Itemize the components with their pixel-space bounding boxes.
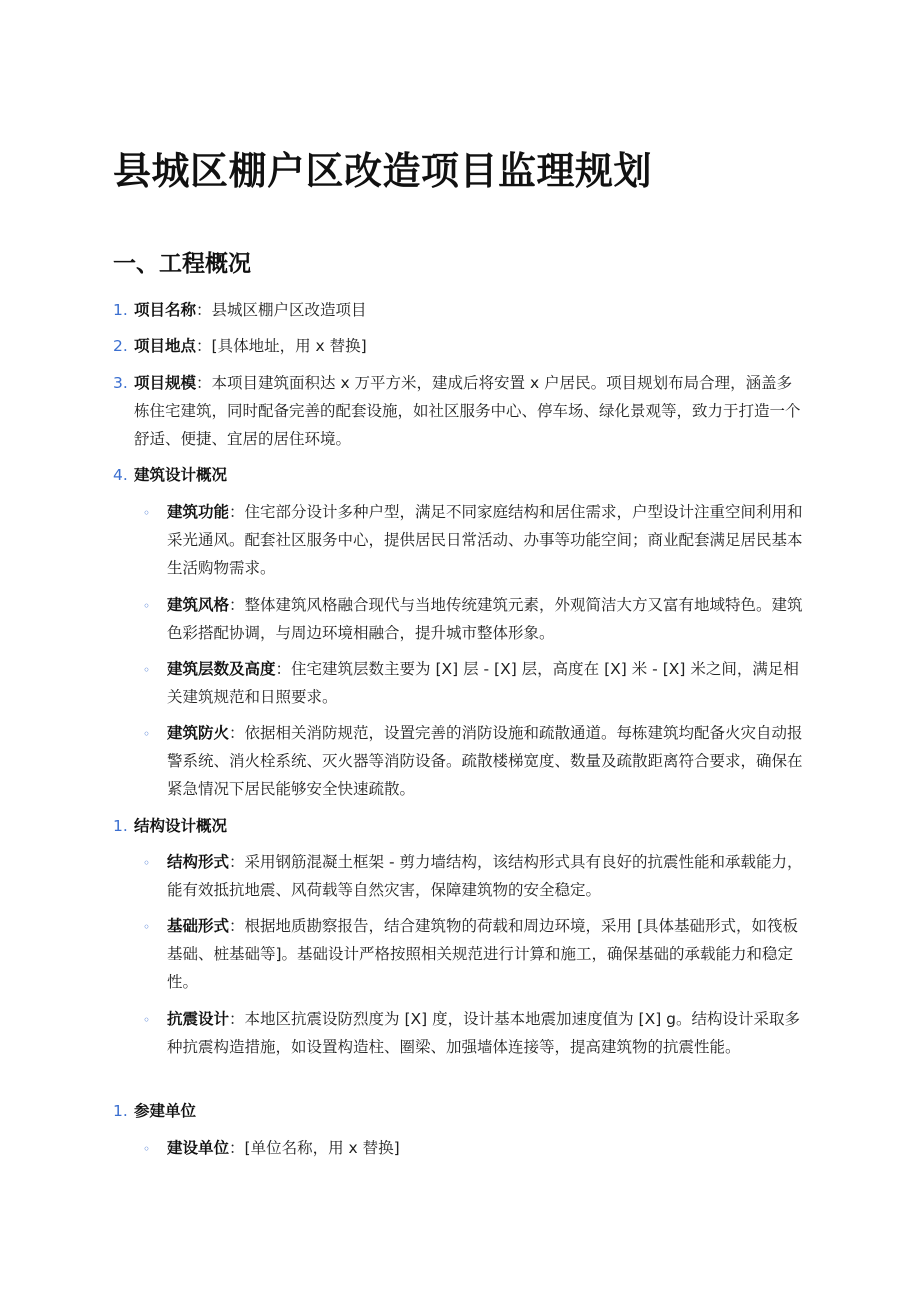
item-text: 住宅建筑层数主要为 [X] 层 - [X] 层，高度在 [X] 米 - [X] 米之间，满足相关建筑规范和日照要求。 <box>167 660 799 706</box>
item-text: 住宅部分设计多种户型，满足不同家庭结构和居住需求，户型设计注重空间利用和采光通风。配套社区服务中心，提供居民日常活动、办事等功能空间；商业配套满足居民基本生活购物需求。 <box>167 503 803 577</box>
list-number: 2. <box>113 337 128 355</box>
sub-item-building-style: ◦ 建筑风格：整体建筑风格融合现代与当地传统建筑元素，外观简洁大方又富有地域特色。建筑色彩搭配协调，与周边环境相融合，提升城市整体形象。 <box>143 591 803 647</box>
item-label: 结构设计概况 <box>134 817 228 835</box>
bullet-icon: ◦ <box>143 663 151 677</box>
sub-item-building-function: ◦ 建筑功能：住宅部分设计多种户型，满足不同家庭结构和居住需求，户型设计注重空间利用和采光通风。配套社区服务中心，提供居民日常活动、办事等功能空间；商业配套满足居民基本生活购物需求。 <box>143 498 803 582</box>
sub-item-seismic-design: ◦ 抗震设计：本地区抗震设防烈度为 [X] 度，设计基本地震加速度值为 [X] g。结构设计采取多种抗震构造措施，如设置构造柱、圈梁、加强墙体连接等，提高建筑物的抗震性能。 <box>143 1005 803 1061</box>
item-text: 依据相关消防规范，设置完善的消防设施和疏散通道。每栋建筑均配备火灾自动报警系统、消火栓系统、灭火器等消防设备。疏散楼梯宽度、数量及疏散距离符合要求，确保在紧急情况下居民能够安全快速疏散。 <box>167 724 803 798</box>
item-label: 建筑防火 <box>167 724 230 742</box>
sub-item-floors-height: ◦ 建筑层数及高度：住宅建筑层数主要为 [X] 层 - [X] 层，高度在 [X] 米 - [X] 米之间，满足相关建筑规范和日照要求。 <box>143 655 803 711</box>
sub-item-construction-unit: ◦ 建设单位：[单位名称，用 x 替换] <box>143 1134 803 1162</box>
item-label: 结构形式 <box>167 853 230 871</box>
bullet-icon: ◦ <box>143 599 151 613</box>
sub-item-fire-protection: ◦ 建筑防火：依据相关消防规范，设置完善的消防设施和疏散通道。每栋建筑均配备火灾自动报警系统、消火栓系统、灭火器等消防设备。疏散楼梯宽度、数量及疏散距离符合要求，确保在紧急情况下居民能够安全快速疏散。 <box>143 719 803 803</box>
item-text: 采用钢筋混凝土框架 - 剪力墙结构，该结构形式具有良好的抗震性能和承载能力，能有效抵抗地震、风荷载等自然灾害，保障建筑物的安全稳定。 <box>167 853 803 899</box>
bullet-icon: ◦ <box>143 856 151 870</box>
item-text: [单位名称，用 x 替换] <box>244 1139 400 1157</box>
item-label: 项目名称 <box>134 301 197 319</box>
section-heading: 一、工程概况 <box>113 251 251 277</box>
list-number: 4. <box>113 466 128 484</box>
item-label: 抗震设计 <box>167 1010 230 1028</box>
list-item-project-scale: 3. 项目规模：本项目建筑面积达 x 万平方米，建成后将安置 x 户居民。项目规划布局合理，涵盖多栋住宅建筑，同时配备完善的配套设施，如社区服务中心、停车场、绿化景观等，致力于打造一个舒适、便捷、宜居的居住环境。 <box>113 369 803 453</box>
list-number: 1. <box>113 817 128 835</box>
item-text: 整体建筑风格融合现代与当地传统建筑元素，外观简洁大方又富有地域特色。建筑色彩搭配协调，与周边环境相融合，提升城市整体形象。 <box>167 596 803 642</box>
sub-item-foundation-form: ◦ 基础形式：根据地质勘察报告，结合建筑物的荷载和周边环境，采用 [具体基础形式，如筏板基础、桩基础等]。基础设计严格按照相关规范进行计算和施工，确保基础的承载能力和稳定性。 <box>143 912 803 996</box>
list-number: 1. <box>113 301 128 319</box>
item-text: 县城区棚户区改造项目 <box>211 301 367 319</box>
list-item-architecture <box>113 461 803 489</box>
item-text: 根据地质勘察报告，结合建筑物的荷载和周边环境，采用 [具体基础形式，如筏板基础、桩基础等]。基础设计严格按照相关规范进行计算和施工，确保基础的承载能力和稳定性。 <box>167 917 799 991</box>
list-item-participants <box>113 1097 803 1125</box>
bullet-icon: ◦ <box>143 1013 151 1027</box>
item-text: 本项目建筑面积达 x 万平方米，建成后将安置 x 户居民。项目规划布局合理，涵盖多栋住宅建筑，同时配备完善的配套设施，如社区服务中心、停车场、绿化景观等，致力于打造一个舒适、便捷、宜居的居住环境。 <box>134 374 801 448</box>
list-number: 3. <box>113 374 128 392</box>
item-text: [具体地址，用 x 替换] <box>211 337 367 355</box>
item-label: 参建单位 <box>134 1102 197 1120</box>
item-text: 本地区抗震设防烈度为 [X] 度，设计基本地震加速度值为 [X] g。结构设计采取多种抗震构造措施，如设置构造柱、圈梁、加强墙体连接等，提高建筑物的抗震性能。 <box>167 1010 801 1056</box>
item-label: 项目规模 <box>134 374 197 392</box>
item-label: 建筑设计概况 <box>134 466 228 484</box>
bullet-icon: ◦ <box>143 727 151 741</box>
item-label: 项目地点 <box>134 337 197 355</box>
document-title: 县城区棚户区改造项目监理规划 <box>113 149 653 193</box>
item-label: 建筑风格 <box>167 596 230 614</box>
list-number: 1. <box>113 1102 128 1120</box>
item-label: 建筑层数及高度 <box>167 660 276 678</box>
item-label: 建筑功能 <box>167 503 230 521</box>
list-item-project-name: 1. 项目名称：县城区棚户区改造项目 <box>113 296 803 324</box>
bullet-icon: ◦ <box>143 506 151 520</box>
bullet-icon: ◦ <box>143 1142 151 1156</box>
list-item-project-location: 2. 项目地点：[具体地址，用 x 替换] <box>113 332 803 360</box>
bullet-icon: ◦ <box>143 920 151 934</box>
sub-item-structure-form: ◦ 结构形式：采用钢筋混凝土框架 - 剪力墙结构，该结构形式具有良好的抗震性能和承载能力，能有效抵抗地震、风荷载等自然灾害，保障建筑物的安全稳定。 <box>143 848 803 904</box>
list-item-structure <box>113 812 803 840</box>
item-label: 基础形式 <box>167 917 230 935</box>
item-label: 建设单位 <box>167 1139 230 1157</box>
